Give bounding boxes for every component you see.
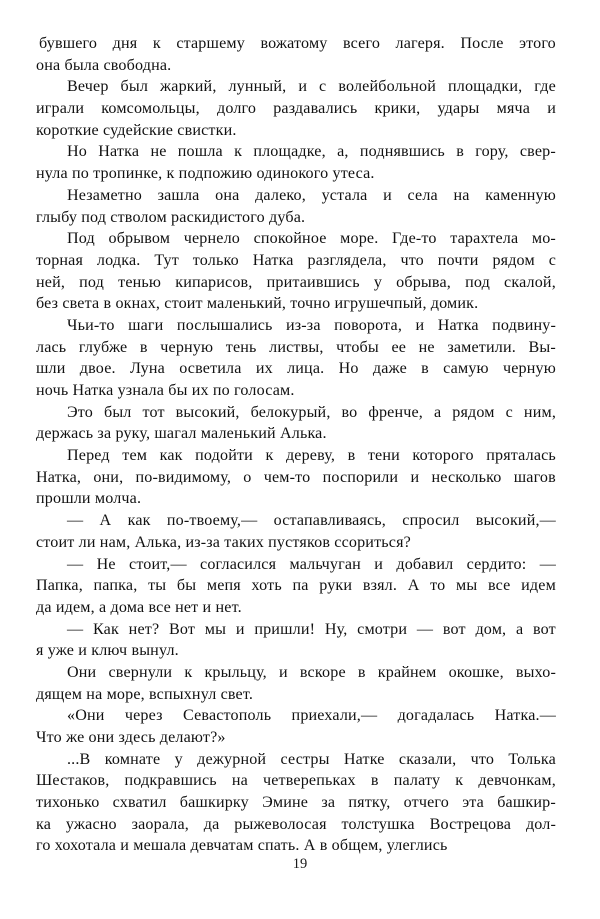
- word: ка: [36, 815, 52, 833]
- word: идем: [521, 577, 556, 595]
- word: тень: [225, 338, 257, 356]
- word: мо-: [531, 230, 556, 248]
- word: этого: [519, 35, 556, 52]
- text-line: дящем на море, вспыхнул свет.: [36, 685, 254, 703]
- word: в: [370, 772, 379, 790]
- word: с: [319, 78, 327, 96]
- word: пряталась: [486, 447, 556, 465]
- word: и: [298, 78, 308, 96]
- text-line: [39, 554, 556, 576]
- word: тенью: [118, 273, 162, 291]
- word: Перед: [67, 447, 110, 465]
- word: мепя: [206, 577, 241, 595]
- word: что: [470, 750, 495, 768]
- word: жаркий,: [160, 78, 217, 96]
- word: Севастополь: [183, 707, 272, 725]
- word: нет?: [128, 620, 160, 638]
- paragraph: [36, 619, 556, 662]
- word: лась: [36, 338, 67, 356]
- word: Вострецова: [429, 815, 512, 833]
- word: После: [460, 35, 504, 52]
- word: в: [139, 338, 148, 356]
- word: с: [505, 403, 513, 421]
- word: Натка: [437, 316, 479, 334]
- word: лодка.: [96, 251, 141, 269]
- word: Папка,: [36, 577, 83, 595]
- word: тот: [142, 403, 165, 421]
- word: о: [243, 468, 252, 486]
- word: далеко,: [255, 186, 306, 204]
- word: тихонько: [36, 794, 100, 812]
- word: догадалась: [397, 707, 475, 725]
- text-line: [39, 619, 556, 641]
- word: высокий,—: [475, 512, 556, 530]
- word: торная: [36, 251, 84, 269]
- paragraph: [36, 554, 556, 619]
- text-line: [36, 575, 556, 597]
- paragraph: [36, 749, 556, 857]
- word: площадки,: [447, 78, 523, 96]
- word: Но: [338, 360, 359, 378]
- word: старшему: [176, 35, 245, 52]
- word: пошла: [177, 143, 223, 161]
- word: Тут: [154, 251, 179, 269]
- word: не: [418, 338, 435, 356]
- word: толстушка: [341, 815, 415, 833]
- paragraph: [36, 228, 556, 315]
- word: чем-то: [263, 468, 311, 486]
- word: —: [539, 555, 556, 573]
- word: был: [120, 78, 149, 96]
- word: площадке,: [253, 143, 326, 161]
- word: Ну,: [324, 620, 348, 638]
- word: и: [410, 468, 420, 486]
- word: каменную: [485, 186, 556, 204]
- text-line: нула по тропинке, к подпожию одинокого утеса.: [36, 165, 375, 183]
- word: глубже: [78, 338, 128, 356]
- word: удары: [437, 100, 480, 118]
- text-line: [36, 770, 556, 792]
- word: Не: [96, 555, 116, 573]
- word: у: [174, 750, 183, 768]
- text-line: [39, 705, 556, 727]
- text-line: [39, 402, 556, 424]
- word: хоть: [251, 577, 282, 595]
- word: во: [341, 403, 358, 421]
- word: почти: [437, 251, 479, 269]
- word: рядом: [452, 403, 495, 421]
- word: окошке,: [448, 663, 504, 681]
- word: к: [184, 663, 193, 681]
- word: самую: [443, 360, 489, 378]
- word: А: [407, 577, 420, 595]
- word: спросил: [402, 512, 460, 530]
- text-line: [39, 185, 556, 207]
- word: ты: [148, 577, 167, 595]
- word: Луна: [129, 360, 165, 378]
- text-line: [39, 510, 556, 532]
- word: девчонкам,: [478, 772, 556, 790]
- page-number: 19: [292, 856, 308, 872]
- word: Натка: [98, 143, 140, 161]
- word: играли: [36, 100, 85, 118]
- text-line: я уже и ключ вынул.: [36, 642, 179, 660]
- word: а: [433, 403, 442, 421]
- text-line: без света в окнах, стоит маленький, точно игрушечпый, домик.: [36, 295, 479, 313]
- word: вот: [442, 620, 466, 638]
- word: взял.: [362, 577, 398, 595]
- word: ужасно: [65, 815, 117, 833]
- word: высокий,: [175, 403, 240, 421]
- word: бы: [176, 577, 197, 595]
- word: ...В: [67, 750, 91, 768]
- text-line: [36, 358, 556, 380]
- word: двое.: [79, 360, 116, 378]
- word: рядом: [492, 251, 535, 269]
- word: под: [79, 273, 105, 291]
- word: свернули: [108, 663, 173, 681]
- word: в: [421, 360, 429, 378]
- word: стоит,—: [129, 555, 187, 573]
- word: и: [415, 316, 425, 334]
- word: и: [383, 186, 392, 204]
- text-line: го хохотала и мешала девчатам спать. А в общем, улеглись: [36, 837, 448, 855]
- text-line: прошли молча.: [36, 490, 142, 508]
- text-line: она была свободна.: [36, 56, 172, 74]
- word: тем: [122, 447, 148, 465]
- word: раздавались: [273, 100, 358, 118]
- word: как: [127, 512, 151, 530]
- word: Чьи-то: [67, 316, 115, 334]
- word: выхо-: [515, 663, 556, 681]
- word: сказали,: [398, 750, 457, 768]
- text-line: [39, 315, 556, 337]
- word: сестры: [280, 750, 330, 768]
- paragraph: [36, 705, 556, 748]
- word: Натка: [252, 251, 294, 269]
- word: приехали,—: [291, 707, 378, 725]
- word: и: [278, 663, 288, 681]
- word: как: [159, 447, 183, 465]
- word: дежурной: [197, 750, 267, 768]
- word: осветила: [179, 360, 242, 378]
- word: через: [124, 707, 163, 725]
- paragraph: [36, 33, 556, 76]
- text-line: [36, 467, 556, 489]
- word: то: [430, 577, 446, 595]
- word: и: [235, 620, 245, 638]
- text-line: да идем, а дома все нет и нет.: [36, 598, 242, 616]
- word: дол-: [525, 815, 556, 833]
- word: был: [103, 403, 132, 421]
- word: чернело: [183, 230, 240, 248]
- paragraph: [36, 185, 556, 228]
- word: Под: [67, 230, 95, 248]
- word: море.: [340, 230, 379, 248]
- word: Вот: [168, 620, 196, 638]
- word: разглядела,: [307, 251, 387, 269]
- word: лунный,: [228, 78, 287, 96]
- word: мы: [456, 577, 478, 595]
- word: и: [547, 100, 556, 118]
- word: все: [488, 577, 511, 595]
- word: тарахтела: [450, 230, 519, 248]
- word: смотри: [357, 620, 408, 638]
- word: притаившись: [266, 273, 360, 291]
- text-line: [39, 445, 556, 467]
- word: руки: [319, 577, 353, 595]
- word: волейбольной: [338, 78, 437, 96]
- text-line: [36, 337, 556, 359]
- word: вожатому: [260, 35, 328, 52]
- word: Вечер: [67, 78, 109, 96]
- word: четверепьках: [263, 772, 356, 790]
- word: на: [231, 772, 248, 790]
- word: остапавливаясь,: [273, 512, 386, 530]
- word: ее: [391, 338, 407, 356]
- word: а,: [337, 143, 349, 161]
- word: Но: [67, 143, 87, 161]
- word: палату: [393, 772, 441, 790]
- word: комнате: [104, 750, 161, 768]
- word: под: [465, 273, 490, 291]
- word: черную: [160, 338, 214, 356]
- text-line: [39, 228, 556, 250]
- word: вскоре: [299, 663, 346, 681]
- paragraph: [36, 662, 556, 705]
- word: из-за: [286, 316, 321, 334]
- word: в: [456, 143, 464, 161]
- word: заметили.: [447, 338, 516, 356]
- word: не: [150, 143, 167, 161]
- word: спокойное: [253, 230, 327, 248]
- word: башкир-: [497, 794, 556, 812]
- word: по-видимому,: [135, 468, 232, 486]
- word: эта: [462, 794, 484, 812]
- word: к: [265, 447, 274, 465]
- word: да: [203, 815, 220, 833]
- word: крики,: [374, 100, 421, 118]
- word: в: [357, 663, 366, 681]
- word: шаги: [128, 316, 164, 334]
- word: Как: [92, 620, 119, 638]
- paragraph: [36, 445, 556, 510]
- word: Незаметно: [67, 186, 142, 204]
- paragraph: [36, 315, 556, 402]
- word: послышались: [176, 316, 273, 334]
- word: крайнем: [377, 663, 437, 681]
- word: вот: [532, 620, 556, 638]
- word: кипарисов,: [175, 273, 253, 291]
- word: подойти: [195, 447, 253, 465]
- word: Толька: [508, 750, 556, 768]
- word: —: [67, 555, 84, 573]
- word: несколько: [431, 468, 502, 486]
- text-line: [39, 76, 556, 98]
- word: гору,: [475, 143, 509, 161]
- word: Шестаков,: [36, 772, 110, 790]
- word: шли: [36, 360, 66, 378]
- word: чтобы: [336, 338, 379, 356]
- word: в: [347, 447, 356, 465]
- word: подвину-: [492, 316, 556, 334]
- text-line: Что же они здесь делают?»: [36, 729, 226, 746]
- text-line: [36, 814, 556, 836]
- word: Вы-: [528, 338, 556, 356]
- text-line: ночь Натка узнала бы их по голосам.: [36, 382, 295, 399]
- text-line: [36, 792, 556, 814]
- word: даже: [372, 360, 407, 378]
- word: за: [321, 794, 336, 812]
- word: ней,: [36, 273, 66, 291]
- word: Где-то: [392, 230, 437, 248]
- word: и: [374, 555, 384, 573]
- word: что: [400, 251, 424, 269]
- text-line: [39, 33, 556, 55]
- word: всего: [343, 35, 381, 52]
- word: листвы,: [269, 338, 324, 356]
- word: к: [152, 35, 161, 52]
- word: где: [534, 78, 556, 96]
- word: —: [67, 512, 84, 530]
- word: по-твоему,—: [166, 512, 258, 530]
- word: Натка,: [36, 468, 82, 486]
- word: пятку,: [348, 794, 391, 812]
- word: подкравшись: [124, 772, 217, 790]
- word: лагеря.: [395, 35, 445, 52]
- word: согласился: [200, 555, 277, 573]
- word: дня: [112, 35, 138, 52]
- word: скалой,: [504, 273, 556, 291]
- word: Они: [67, 663, 97, 681]
- word: сердито:: [466, 555, 527, 573]
- text-line: короткие судейские свистки.: [36, 121, 237, 139]
- word: мы: [204, 620, 227, 638]
- word: па: [292, 577, 309, 595]
- word: ним,: [523, 403, 556, 421]
- word: к: [455, 772, 464, 790]
- word: мяча: [496, 100, 531, 118]
- text-line: [39, 662, 556, 684]
- word: зашла: [157, 186, 200, 204]
- word: схватил: [112, 794, 167, 812]
- word: она: [215, 186, 240, 204]
- word: крыльцу,: [204, 663, 267, 681]
- word: свер-: [519, 143, 556, 161]
- text-line: [39, 141, 556, 163]
- paragraph: [36, 76, 556, 141]
- word: добавил: [396, 555, 454, 573]
- word: башкирку: [179, 794, 249, 812]
- word: долго: [216, 100, 257, 118]
- word: только: [192, 251, 239, 269]
- text-line: [36, 250, 556, 272]
- word: френче,: [368, 403, 423, 421]
- word: у: [373, 273, 383, 291]
- text-line: держась за руку, шагал маленький Алька.: [36, 425, 327, 443]
- word: шагов: [513, 468, 556, 486]
- word: Эмине: [262, 794, 309, 812]
- word: А: [99, 512, 112, 530]
- word: с: [548, 251, 556, 269]
- word: обрыва,: [396, 273, 451, 291]
- text-line: глыбу под стволом раскидистого дуба.: [36, 208, 306, 226]
- word: поспорили: [322, 468, 399, 486]
- word: Это: [67, 403, 93, 421]
- text-line: стоит ли нам, Алька, из-за таких пустяков ссориться?: [36, 533, 411, 551]
- word: устала: [321, 186, 368, 204]
- word: которого: [412, 447, 474, 465]
- word: Натка.—: [494, 707, 556, 725]
- word: поднявшись: [359, 143, 445, 161]
- word: их: [255, 360, 273, 378]
- word: рыжеволосая: [234, 815, 327, 833]
- word: а: [515, 620, 524, 638]
- word: папка,: [93, 577, 138, 595]
- word: дом,: [475, 620, 507, 638]
- word: —: [67, 620, 84, 638]
- text-line: [39, 749, 556, 771]
- word: бувшего: [39, 35, 98, 52]
- word: лица.: [287, 360, 325, 378]
- word: они,: [93, 468, 124, 486]
- word: заорала,: [131, 815, 189, 833]
- word: «Они: [67, 707, 105, 725]
- word: на: [453, 186, 470, 204]
- word: села: [407, 186, 438, 204]
- word: черную: [502, 360, 556, 378]
- word: дереву,: [285, 447, 336, 465]
- word: отчего: [403, 794, 449, 812]
- paragraph: [36, 402, 556, 445]
- text-line: [36, 272, 556, 294]
- paragraph: [36, 510, 556, 553]
- word: тени: [367, 447, 400, 465]
- page-text-column: [36, 33, 556, 857]
- word: комсомольцы,: [101, 100, 200, 118]
- word: мальчуган: [289, 555, 361, 573]
- paragraph: [36, 141, 556, 184]
- word: белокурый,: [250, 403, 331, 421]
- word: обрывом: [108, 230, 171, 248]
- word: Натке: [343, 750, 385, 768]
- word: —: [416, 620, 434, 638]
- text-line: [36, 98, 556, 120]
- word: к: [234, 143, 243, 161]
- word: поворота,: [334, 316, 403, 334]
- word: пришли!: [254, 620, 316, 638]
